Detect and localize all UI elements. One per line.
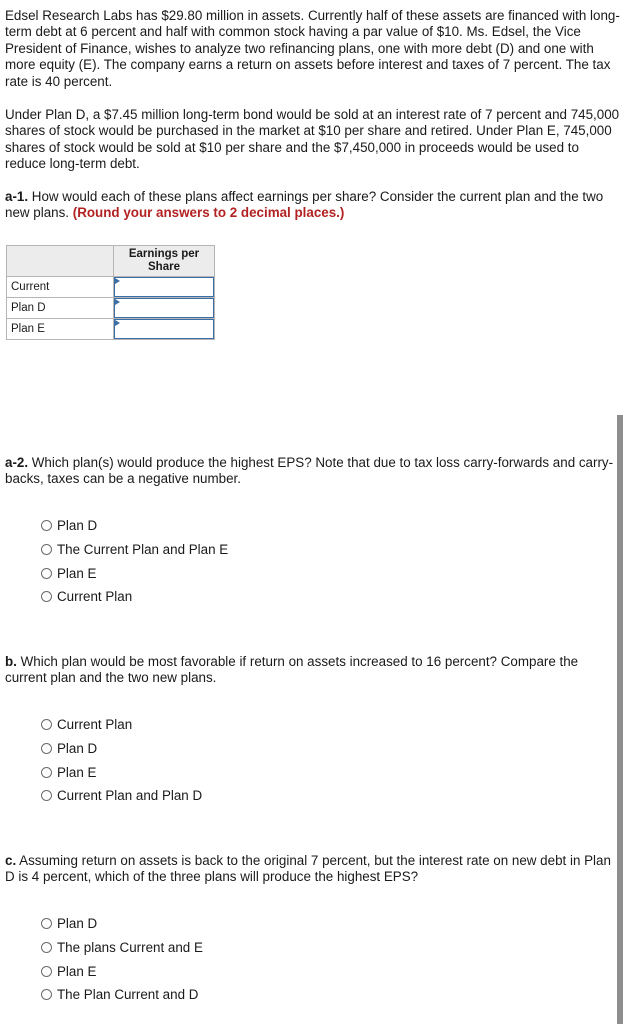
radio-button-icon[interactable] <box>41 591 52 602</box>
radio-button-icon[interactable] <box>41 520 52 531</box>
table-row <box>7 298 215 319</box>
option-label: Plan D <box>57 518 98 534</box>
question-c-text: Assuming return on assets is back to the original 7 percent, but the interest rate on new debt in Plan D is 4 percent, which of the three plans will produce the highest EPS? <box>5 853 611 885</box>
input-flag-icon <box>115 278 120 284</box>
option-label: Plan D <box>57 741 98 757</box>
intro-paragraph-1: Edsel Research Labs has $29.80 million in assets. Currently half of these assets are financed with long-term debt at 6 percent and half with common stock having a par value of $10. Ms. Edsel, the Vice President of Finance, wishes to analyze two refinancing plans, one with more debt (D) and one with more equity (E). The company earns a return on assets before interest and taxes of 7 percent. The tax rate is 40 percent. <box>5 8 620 89</box>
question-a2 <box>5 455 623 488</box>
radio-button-icon[interactable] <box>41 743 52 754</box>
radio-button-icon[interactable] <box>41 942 52 953</box>
option-a2-plan-e[interactable] <box>41 561 228 585</box>
radio-button-icon[interactable] <box>41 989 52 1000</box>
question-a1-prefix: a-1. <box>5 189 29 204</box>
intro-paragraph-2: Under Plan D, a $7.45 million long-term bond would be sold at an interest rate of 7 percent and 745,000 shares of stock would be purchased in the market at $10 per share and retired. Under Plan E, 745,000 shares of stock would be sold at $10 per share and the $7,450,000 in proceeds would be used to reduce long-term debt. <box>5 107 620 172</box>
question-a1-text: How would each of these plans affect earnings per share? Consider the current plan and the two new plans. <box>5 189 604 221</box>
input-flag-icon <box>115 320 120 326</box>
table-row <box>7 319 215 340</box>
option-a2-current-plan[interactable] <box>41 585 228 609</box>
radio-button-icon[interactable] <box>41 719 52 730</box>
eps-header-line2: Share <box>148 261 180 273</box>
question-c-prefix: c. <box>5 853 17 868</box>
question-a1 <box>5 189 623 222</box>
option-label: The Plan Current and D <box>57 987 199 1003</box>
option-label: Plan E <box>57 764 97 780</box>
question-a2-options <box>41 514 228 609</box>
option-label: The plans Current and E <box>57 940 203 956</box>
option-label: Current Plan <box>57 717 133 733</box>
question-b-options <box>41 713 202 808</box>
option-b-plan-e[interactable] <box>41 760 202 784</box>
option-label: Current Plan <box>57 589 133 605</box>
question-b <box>5 654 623 687</box>
option-b-plan-d[interactable] <box>41 737 202 761</box>
eps-cell-plan-d <box>114 298 215 319</box>
eps-table-header <box>7 246 215 277</box>
radio-button-icon[interactable] <box>41 918 52 929</box>
eps-input-plan-d[interactable] <box>114 298 214 318</box>
option-a2-plan-d[interactable] <box>41 514 228 538</box>
eps-cell-current <box>114 277 215 298</box>
eps-cell-plan-e <box>114 319 215 340</box>
scrollbar[interactable] <box>617 415 623 1024</box>
option-a2-current-and-e[interactable] <box>41 538 228 562</box>
row-label-plan-e: Plan E <box>7 319 114 340</box>
eps-column-header <box>114 246 215 277</box>
table-row <box>7 277 215 298</box>
option-c-current-and-d[interactable] <box>41 983 203 1007</box>
eps-table <box>6 245 215 340</box>
question-a2-prefix: a-2. <box>5 455 29 470</box>
eps-input-current[interactable] <box>114 277 214 297</box>
option-c-plan-d[interactable] <box>41 912 203 936</box>
question-b-prefix: b. <box>5 654 17 669</box>
option-c-plan-e[interactable] <box>41 959 203 983</box>
question-b-text: Which plan would be most favorable if return on assets increased to 16 percent? Compare the current plan and the two new plans. <box>5 654 579 686</box>
radio-button-icon[interactable] <box>41 966 52 977</box>
input-flag-icon <box>115 299 120 305</box>
option-label: Plan E <box>57 565 97 581</box>
radio-button-icon[interactable] <box>41 568 52 579</box>
option-b-current-plan[interactable] <box>41 713 202 737</box>
eps-header-line1: Earnings per <box>128 248 200 260</box>
radio-button-icon[interactable] <box>41 544 52 555</box>
row-label-current: Current <box>7 277 114 298</box>
question-a2-text: Which plan(s) would produce the highest EPS? Note that due to tax loss carry-forwards and carry-backs, taxes can be a negative number. <box>5 455 614 487</box>
radio-button-icon[interactable] <box>41 790 52 801</box>
option-label: The Current Plan and Plan E <box>57 542 229 558</box>
row-label-plan-d: Plan D <box>7 298 114 319</box>
option-b-current-and-d[interactable] <box>41 784 202 808</box>
option-label: Plan D <box>57 916 98 932</box>
question-c <box>5 853 623 886</box>
eps-table-corner <box>7 246 114 277</box>
eps-input-plan-e[interactable] <box>114 319 214 339</box>
rounding-note: (Round your answers to 2 decimal places.) <box>72 205 345 221</box>
option-c-current-and-e[interactable] <box>41 936 203 960</box>
option-label: Plan E <box>57 963 97 979</box>
question-c-options <box>41 912 203 1007</box>
option-label: Current Plan and Plan D <box>57 788 203 804</box>
radio-button-icon[interactable] <box>41 767 52 778</box>
